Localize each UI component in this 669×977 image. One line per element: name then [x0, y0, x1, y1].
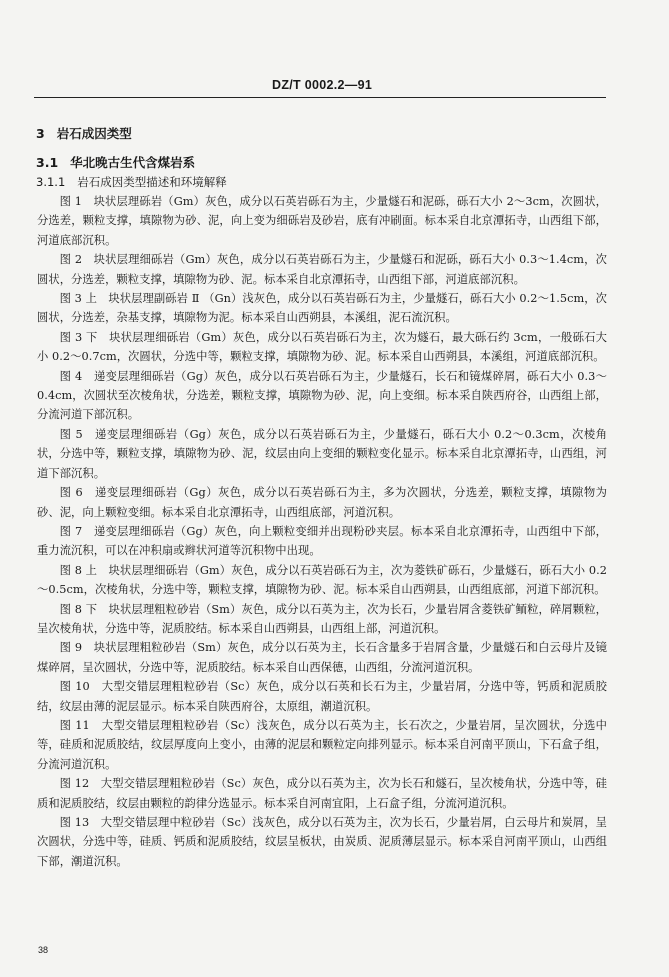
figure-description: 图 7 递变层理细砾岩（Gg）灰色，向上颗粒变细并出现粉砂夹层。标本采自北京潭拓寺，山西组中下部，重力流沉积，可以在冲积扇或辫状河道等沉积物中出现。 [37, 524, 607, 558]
figure-description: 图 12 大型交错层理粗粒砂岩（Sc）灰色，成分以石英为主，次为长石和燧石，呈次棱角状，分选中等，硅质和泥质胶结，纹层由颗粒的韵律分选显示。标本采自河南宜阳，上石盒子组，分流河道沉积。 [37, 777, 607, 810]
figure-description: 图 3 下 块状层理细砾岩（Gm）灰色，成分以石英岩砾石为主，次为燧石，最大砾石约 3cm，一般砾石大小 0.2～0.7cm，次圆状，分选中等，颗粒支撑，填隙物为砂、泥。标本采自山西朔县，本溪组，河道底部沉积。 [37, 330, 607, 364]
figure-description: 图 10 大型交错层理粗粒砂岩（Sc）灰色，成分以石英和长石为主，少量岩屑，分选中等，钙质和泥质胶结，纹层由薄的泥层显示。标本采自陕西府谷，太原组，潮道沉积。 [37, 680, 607, 713]
subsubsection-number: 3.1.1 [36, 175, 66, 189]
subsection-title: 华北晚古生代含煤岩系 [70, 155, 196, 170]
figure-description: 图 11 大型交错层理粗粒砂岩（Sc）浅灰色，成分以石英为主，长石次之，少量岩屑，呈次圆状，分选中等，硅质和泥质胶结，纹层厚度向上变小，由薄的泥层和颗粒定向排列显示。标本采自河南平顶山，下石盒子组，分流河道沉积。 [37, 718, 607, 771]
figure-description: 图 2 块状层理细砾岩（Gm）灰色，成分以石英岩砾石为主，少量燧石和泥砾，砾石大小 0.3～1.4cm，次圆状，分选差，颗粒支撑，填隙物为砂、泥。标本采自北京潭拓寺，山西组下部，河道底部沉积。 [37, 253, 607, 286]
figure-description: 图 3 上 块状层理副砾岩 Ⅱ （Gn）浅灰色，成分以石英岩砾石为主，少量燧石，砾石大小 0.2～1.5cm，次圆状，分选差，杂基支撑，填隙物为泥。标本采自山西朔县，本溪组，泥石流沉积。 [37, 292, 607, 325]
subsubsection-title: 岩石成因类型描述和环境解释 [77, 175, 227, 189]
page-number: 38 [38, 945, 49, 955]
section-title: 岩石成因类型 [56, 126, 132, 141]
figure-description: 图 1 块状层理砾岩（Gm）灰色，成分以石英岩砾石为主，少量燧石和泥砾，砾石大小 2～3cm，次圆状，分选差，颗粒支撑，填隙物为砂、泥，向上变为细砾岩及砂岩，底有冲刷面。标本采自北京潭拓寺，山西组下部，河道底部沉积。 [37, 195, 607, 247]
figure-description: 图 9 块状层理粗粒砂岩（Sm）灰色，成分以石英为主，长石含量多于岩屑含量，少量燧石和白云母片及镜煤碎屑，呈次圆状，分选中等，泥质胶结。标本采自山西保德，山西组，分流河道沉积。 [37, 641, 607, 674]
figure-description: 图 8 下 块状层理粗粒砂岩（Sm）灰色，成分以石英为主，次为长石，少量岩屑含菱铁矿鲕粒，碎屑颗粒，呈次棱角状，分选中等，泥质胶结。标本采自山西朔县，山西组上部，河道沉积。 [37, 602, 607, 635]
section-number: 3 [36, 126, 45, 141]
subsubsection-heading [36, 174, 227, 190]
figure-description: 图 4 递变层理细砾岩（Gg）灰色，成分以石英岩砾石为主，少量燧石，长石和镜煤碎屑，砾石大小 0.3～0.4cm，次圆状至次棱角状，分选差，颗粒支撑，填隙物为砂、泥，向上变细。标本采自陕西府谷，山西组上部，分流河道下部沉积。 [37, 369, 607, 422]
figure-descriptions [37, 192, 607, 871]
standard-code: DZ/T 0002.2—91 [272, 78, 373, 92]
figure-description: 图 6 递变层理细砾岩（Gg）灰色，成分以石英岩砾石为主，多为次圆状，分选差，颗粒支撑，填隙物为砂、泥，向上颗粒变细。标本采自北京潭拓寺，山西组底部，河道沉积。 [37, 486, 607, 519]
section-heading [36, 124, 132, 142]
header-rule [34, 97, 606, 98]
figure-description: 图 13 大型交错层理中粒砂岩（Sc）浅灰色，成分以石英为主，次为长石，少量岩屑，白云母片和炭屑，呈次圆状，分选中等，硅质、钙质和泥质胶结，纹层呈板状，由炭质、泥质薄层显示。标本采自河南平顶山，山西组下部，潮道沉积。 [37, 816, 607, 868]
figure-description: 图 5 递变层理细砾岩（Gg）灰色，成分以石英岩砾石为主，少量燧石，砾石大小 0.2～0.3cm，次棱角状，分选中等，颗粒支撑，填隙物为砂、泥，纹层由向上变细的颗粒变化显示。标本采自北京潭拓寺，山西组，河道下部沉积。 [37, 427, 607, 480]
subsection-number: 3.1 [36, 155, 59, 170]
figure-description: 图 8 上 块状层理细砾岩（Gm）灰色，成分以石英岩砾石为主，次为菱铁矿砾石，少量燧石，砾石大小 0.2～0.5cm，次棱角状，分选中等，颗粒支撑，填隙物为砂、泥。标本采自山西朔县，山西组底部，河道下部沉积。 [37, 563, 607, 597]
subsection-heading [36, 153, 195, 171]
